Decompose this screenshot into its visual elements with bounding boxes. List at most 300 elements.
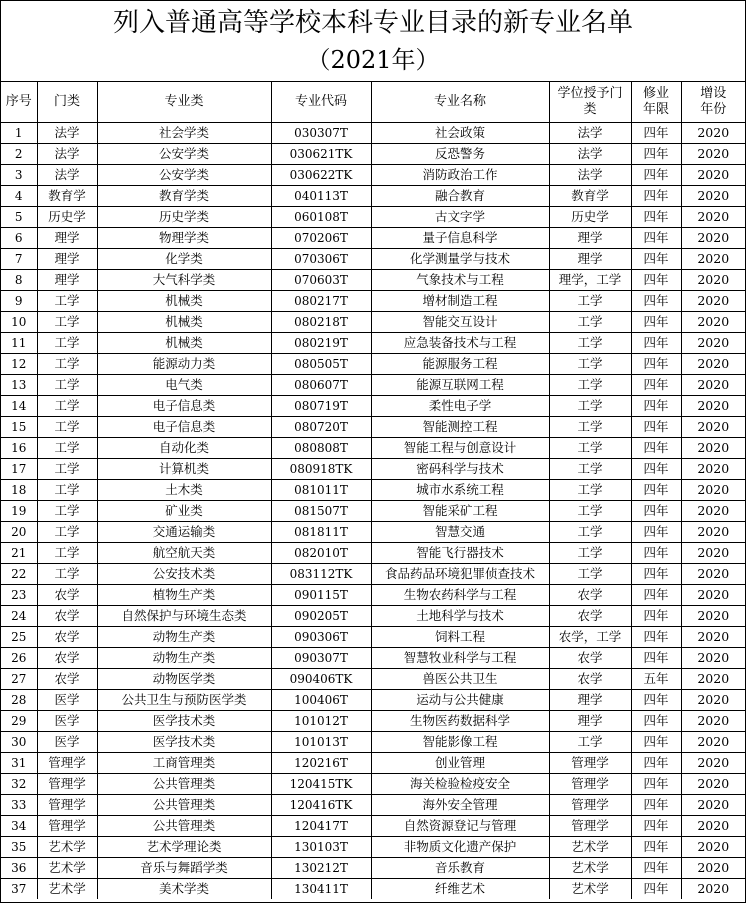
cell-degree: 农学，工学 <box>549 627 631 648</box>
cell-major-name: 密码科学与技术 <box>371 459 549 480</box>
cell-major-code: 070306T <box>271 249 371 270</box>
cell-major-code: 120415TK <box>271 774 371 795</box>
cell-category: 医学 <box>37 690 97 711</box>
cell-seq: 29 <box>1 711 37 732</box>
cell-seq: 19 <box>1 501 37 522</box>
cell-category: 工学 <box>37 291 97 312</box>
cell-year: 2020 <box>681 165 745 186</box>
header-category: 门类 <box>37 82 97 123</box>
cell-major-class: 公共管理类 <box>97 816 271 837</box>
cell-degree: 法学 <box>549 123 631 144</box>
cell-major-class: 大气科学类 <box>97 270 271 291</box>
cell-seq: 7 <box>1 249 37 270</box>
cell-duration: 四年 <box>631 522 681 543</box>
table-row <box>1 396 745 417</box>
cell-major-code: 070603T <box>271 270 371 291</box>
cell-major-name: 城市水系统工程 <box>371 480 549 501</box>
cell-duration: 四年 <box>631 648 681 669</box>
cell-degree: 管理学 <box>549 795 631 816</box>
cell-duration: 四年 <box>631 312 681 333</box>
cell-duration: 四年 <box>631 396 681 417</box>
cell-major-class: 公共管理类 <box>97 774 271 795</box>
cell-category: 管理学 <box>37 774 97 795</box>
cell-major-name: 兽医公共卫生 <box>371 669 549 690</box>
cell-major-class: 教育学类 <box>97 186 271 207</box>
cell-major-code: 080217T <box>271 291 371 312</box>
cell-seq: 17 <box>1 459 37 480</box>
table-row <box>1 354 745 375</box>
cell-major-class: 动物生产类 <box>97 627 271 648</box>
table-row <box>1 270 745 291</box>
cell-duration: 四年 <box>631 858 681 879</box>
cell-seq: 30 <box>1 732 37 753</box>
cell-seq: 21 <box>1 543 37 564</box>
cell-major-class: 动物生产类 <box>97 648 271 669</box>
cell-major-class: 交通运输类 <box>97 522 271 543</box>
cell-degree: 艺术学 <box>549 879 631 900</box>
cell-major-name: 运动与公共健康 <box>371 690 549 711</box>
cell-year: 2020 <box>681 459 745 480</box>
cell-category: 教育学 <box>37 186 97 207</box>
cell-category: 工学 <box>37 501 97 522</box>
table-row <box>1 732 745 753</box>
cell-duration: 四年 <box>631 774 681 795</box>
cell-category: 艺术学 <box>37 837 97 858</box>
cell-year: 2020 <box>681 228 745 249</box>
table-row <box>1 375 745 396</box>
cell-category: 工学 <box>37 354 97 375</box>
cell-major-name: 智能工程与创意设计 <box>371 438 549 459</box>
cell-major-class: 计算机类 <box>97 459 271 480</box>
cell-major-code: 081811T <box>271 522 371 543</box>
cell-year: 2020 <box>681 585 745 606</box>
cell-major-class: 动物医学类 <box>97 669 271 690</box>
cell-major-code: 082010T <box>271 543 371 564</box>
cell-seq: 5 <box>1 207 37 228</box>
cell-year: 2020 <box>681 249 745 270</box>
cell-year: 2020 <box>681 648 745 669</box>
cell-degree: 理学 <box>549 249 631 270</box>
cell-degree: 工学 <box>549 291 631 312</box>
page-subtitle-year: （2021年） <box>306 46 440 74</box>
cell-major-class: 电气类 <box>97 375 271 396</box>
cell-duration: 四年 <box>631 816 681 837</box>
cell-major-code: 101012T <box>271 711 371 732</box>
cell-major-code: 130411T <box>271 879 371 900</box>
cell-major-class: 机械类 <box>97 312 271 333</box>
cell-duration: 五年 <box>631 669 681 690</box>
cell-seq: 12 <box>1 354 37 375</box>
cell-major-name: 非物质文化遗产保护 <box>371 837 549 858</box>
cell-duration: 四年 <box>631 228 681 249</box>
cell-major-class: 音乐与舞蹈学类 <box>97 858 271 879</box>
cell-degree: 艺术学 <box>549 837 631 858</box>
cell-category: 工学 <box>37 543 97 564</box>
cell-major-name: 纤维艺术 <box>371 879 549 900</box>
cell-major-code: 120417T <box>271 816 371 837</box>
cell-seq: 1 <box>1 123 37 144</box>
cell-major-code: 080720T <box>271 417 371 438</box>
cell-major-code: 030622TK <box>271 165 371 186</box>
cell-year: 2020 <box>681 690 745 711</box>
cell-duration: 四年 <box>631 879 681 900</box>
cell-major-class: 公共管理类 <box>97 795 271 816</box>
cell-duration: 四年 <box>631 795 681 816</box>
cell-major-name: 饲料工程 <box>371 627 549 648</box>
cell-major-name: 能源互联网工程 <box>371 375 549 396</box>
cell-year: 2020 <box>681 837 745 858</box>
cell-seq: 15 <box>1 417 37 438</box>
cell-major-name: 生物农药科学与工程 <box>371 585 549 606</box>
cell-year: 2020 <box>681 354 745 375</box>
cell-degree: 工学 <box>549 354 631 375</box>
cell-seq: 34 <box>1 816 37 837</box>
cell-year: 2020 <box>681 207 745 228</box>
cell-major-code: 083112TK <box>271 564 371 585</box>
cell-year: 2020 <box>681 522 745 543</box>
table-row <box>1 501 745 522</box>
cell-year: 2020 <box>681 669 745 690</box>
cell-degree: 法学 <box>549 144 631 165</box>
cell-duration: 四年 <box>631 564 681 585</box>
cell-major-name: 土地科学与技术 <box>371 606 549 627</box>
cell-year: 2020 <box>681 417 745 438</box>
cell-major-name: 智能交互设计 <box>371 312 549 333</box>
cell-duration: 四年 <box>631 144 681 165</box>
cell-year: 2020 <box>681 858 745 879</box>
cell-degree: 农学 <box>549 648 631 669</box>
cell-major-name: 增材制造工程 <box>371 291 549 312</box>
cell-category: 法学 <box>37 144 97 165</box>
header-degree-text: 学位授予门类 <box>557 86 623 117</box>
cell-major-class: 艺术学理论类 <box>97 837 271 858</box>
cell-category: 工学 <box>37 396 97 417</box>
cell-degree: 管理学 <box>549 753 631 774</box>
cell-category: 农学 <box>37 585 97 606</box>
title-block <box>1 1 745 82</box>
cell-category: 艺术学 <box>37 879 97 900</box>
cell-degree: 工学 <box>549 312 631 333</box>
cell-seq: 27 <box>1 669 37 690</box>
table-row <box>1 417 745 438</box>
cell-seq: 33 <box>1 795 37 816</box>
cell-major-class: 公安学类 <box>97 165 271 186</box>
table-row <box>1 837 745 858</box>
cell-major-class: 美术学类 <box>97 879 271 900</box>
cell-major-code: 090115T <box>271 585 371 606</box>
cell-category: 农学 <box>37 669 97 690</box>
cell-duration: 四年 <box>631 417 681 438</box>
header-major-code: 专业代码 <box>271 82 371 123</box>
cell-year: 2020 <box>681 816 745 837</box>
cell-major-code: 080918TK <box>271 459 371 480</box>
table-row <box>1 795 745 816</box>
table-row <box>1 186 745 207</box>
cell-major-code: 080219T <box>271 333 371 354</box>
cell-major-name: 反恐警务 <box>371 144 549 165</box>
cell-duration: 四年 <box>631 690 681 711</box>
cell-major-class: 社会学类 <box>97 123 271 144</box>
cell-seq: 22 <box>1 564 37 585</box>
cell-duration: 四年 <box>631 480 681 501</box>
table-row <box>1 333 745 354</box>
cell-seq: 25 <box>1 627 37 648</box>
cell-year: 2020 <box>681 627 745 648</box>
cell-category: 农学 <box>37 648 97 669</box>
cell-seq: 16 <box>1 438 37 459</box>
cell-category: 工学 <box>37 312 97 333</box>
cell-major-class: 能源动力类 <box>97 354 271 375</box>
cell-major-name: 消防政治工作 <box>371 165 549 186</box>
cell-degree: 工学 <box>549 417 631 438</box>
cell-degree: 工学 <box>549 375 631 396</box>
cell-year: 2020 <box>681 753 745 774</box>
cell-degree: 工学 <box>549 564 631 585</box>
cell-year: 2020 <box>681 375 745 396</box>
table-row <box>1 165 745 186</box>
cell-duration: 四年 <box>631 186 681 207</box>
cell-seq: 24 <box>1 606 37 627</box>
cell-year: 2020 <box>681 774 745 795</box>
cell-duration: 四年 <box>631 333 681 354</box>
cell-degree: 工学 <box>549 333 631 354</box>
table-row <box>1 606 745 627</box>
cell-degree: 工学 <box>549 543 631 564</box>
cell-duration: 四年 <box>631 711 681 732</box>
cell-major-name: 智能影像工程 <box>371 732 549 753</box>
cell-category: 理学 <box>37 249 97 270</box>
cell-duration: 四年 <box>631 291 681 312</box>
cell-category: 工学 <box>37 438 97 459</box>
table-row <box>1 438 745 459</box>
cell-year: 2020 <box>681 396 745 417</box>
cell-major-code: 130212T <box>271 858 371 879</box>
table-body <box>1 123 745 900</box>
cell-major-name: 海外安全管理 <box>371 795 549 816</box>
header-degree <box>549 82 631 123</box>
cell-degree: 理学，工学 <box>549 270 631 291</box>
cell-major-class: 物理学类 <box>97 228 271 249</box>
cell-year: 2020 <box>681 144 745 165</box>
cell-category: 工学 <box>37 480 97 501</box>
cell-major-code: 100406T <box>271 690 371 711</box>
cell-year: 2020 <box>681 795 745 816</box>
table-row <box>1 312 745 333</box>
cell-year: 2020 <box>681 270 745 291</box>
cell-duration: 四年 <box>631 837 681 858</box>
table-row <box>1 228 745 249</box>
cell-major-class: 工商管理类 <box>97 753 271 774</box>
cell-major-code: 090307T <box>271 648 371 669</box>
cell-year: 2020 <box>681 543 745 564</box>
cell-duration: 四年 <box>631 585 681 606</box>
table-row <box>1 648 745 669</box>
cell-year: 2020 <box>681 711 745 732</box>
cell-major-name: 智能测控工程 <box>371 417 549 438</box>
cell-duration: 四年 <box>631 606 681 627</box>
cell-seq: 28 <box>1 690 37 711</box>
cell-major-code: 080218T <box>271 312 371 333</box>
cell-degree: 工学 <box>549 438 631 459</box>
cell-major-class: 电子信息类 <box>97 396 271 417</box>
cell-major-class: 自然保护与环境生态类 <box>97 606 271 627</box>
cell-degree: 农学 <box>549 585 631 606</box>
cell-degree: 理学 <box>549 228 631 249</box>
cell-duration: 四年 <box>631 732 681 753</box>
cell-degree: 工学 <box>549 480 631 501</box>
cell-degree: 理学 <box>549 690 631 711</box>
cell-major-class: 航空航天类 <box>97 543 271 564</box>
cell-major-name: 古文字学 <box>371 207 549 228</box>
cell-major-code: 080607T <box>271 375 371 396</box>
table-row <box>1 879 745 900</box>
header-major-class: 专业类 <box>97 82 271 123</box>
cell-degree: 艺术学 <box>549 858 631 879</box>
cell-duration: 四年 <box>631 249 681 270</box>
cell-category: 工学 <box>37 417 97 438</box>
table-row <box>1 711 745 732</box>
cell-major-code: 030621TK <box>271 144 371 165</box>
cell-major-class: 矿业类 <box>97 501 271 522</box>
cell-year: 2020 <box>681 564 745 585</box>
cell-year: 2020 <box>681 186 745 207</box>
cell-seq: 2 <box>1 144 37 165</box>
cell-major-name: 创业管理 <box>371 753 549 774</box>
cell-major-class: 电子信息类 <box>97 417 271 438</box>
table-row <box>1 669 745 690</box>
table-row <box>1 291 745 312</box>
cell-year: 2020 <box>681 312 745 333</box>
header-duration-text: 修业年限 <box>642 86 669 117</box>
cell-major-class: 机械类 <box>97 333 271 354</box>
cell-category: 法学 <box>37 123 97 144</box>
cell-seq: 37 <box>1 879 37 900</box>
table-row <box>1 543 745 564</box>
cell-category: 法学 <box>37 165 97 186</box>
table-row <box>1 144 745 165</box>
cell-duration: 四年 <box>631 627 681 648</box>
cell-seq: 31 <box>1 753 37 774</box>
cell-category: 农学 <box>37 606 97 627</box>
cell-major-code: 081011T <box>271 480 371 501</box>
cell-duration: 四年 <box>631 753 681 774</box>
cell-major-code: 090205T <box>271 606 371 627</box>
cell-duration: 四年 <box>631 501 681 522</box>
cell-category: 理学 <box>37 270 97 291</box>
cell-seq: 6 <box>1 228 37 249</box>
cell-year: 2020 <box>681 606 745 627</box>
cell-year: 2020 <box>681 123 745 144</box>
cell-year: 2020 <box>681 291 745 312</box>
cell-category: 管理学 <box>37 795 97 816</box>
cell-degree: 工学 <box>549 732 631 753</box>
cell-degree: 农学 <box>549 606 631 627</box>
cell-seq: 8 <box>1 270 37 291</box>
cell-major-code: 080719T <box>271 396 371 417</box>
cell-major-class: 机械类 <box>97 291 271 312</box>
cell-major-class: 历史学类 <box>97 207 271 228</box>
cell-major-name: 社会政策 <box>371 123 549 144</box>
cell-major-name: 音乐教育 <box>371 858 549 879</box>
majors-table <box>1 82 745 899</box>
table-row <box>1 459 745 480</box>
cell-year: 2020 <box>681 480 745 501</box>
cell-category: 管理学 <box>37 816 97 837</box>
table-row <box>1 249 745 270</box>
cell-category: 医学 <box>37 711 97 732</box>
cell-seq: 36 <box>1 858 37 879</box>
cell-major-name: 生物医药数据科学 <box>371 711 549 732</box>
cell-major-name: 融合教育 <box>371 186 549 207</box>
cell-major-name: 应急装备技术与工程 <box>371 333 549 354</box>
cell-major-class: 化学类 <box>97 249 271 270</box>
cell-category: 工学 <box>37 375 97 396</box>
cell-degree: 管理学 <box>549 774 631 795</box>
cell-degree: 理学 <box>549 711 631 732</box>
cell-degree: 教育学 <box>549 186 631 207</box>
cell-seq: 20 <box>1 522 37 543</box>
header-year-text: 增设年份 <box>700 86 727 117</box>
cell-seq: 11 <box>1 333 37 354</box>
header-major-name: 专业名称 <box>371 82 549 123</box>
cell-year: 2020 <box>681 879 745 900</box>
cell-major-code: 060108T <box>271 207 371 228</box>
cell-degree: 法学 <box>549 165 631 186</box>
cell-major-code: 120216T <box>271 753 371 774</box>
cell-major-name: 量子信息科学 <box>371 228 549 249</box>
cell-major-class: 公共卫生与预防医学类 <box>97 690 271 711</box>
cell-major-name: 海关检验检疫安全 <box>371 774 549 795</box>
cell-major-code: 040113T <box>271 186 371 207</box>
cell-degree: 管理学 <box>549 816 631 837</box>
table-row <box>1 774 745 795</box>
cell-major-name: 智慧牧业科学与工程 <box>371 648 549 669</box>
cell-degree: 历史学 <box>549 207 631 228</box>
cell-major-code: 080505T <box>271 354 371 375</box>
cell-major-name: 智能飞行器技术 <box>371 543 549 564</box>
cell-major-class: 植物生产类 <box>97 585 271 606</box>
cell-major-class: 医学技术类 <box>97 732 271 753</box>
table-row <box>1 627 745 648</box>
table-row <box>1 123 745 144</box>
cell-category: 医学 <box>37 732 97 753</box>
header-seq: 序号 <box>1 82 37 123</box>
cell-year: 2020 <box>681 732 745 753</box>
cell-major-code: 090306T <box>271 627 371 648</box>
cell-major-code: 130103T <box>271 837 371 858</box>
cell-seq: 10 <box>1 312 37 333</box>
cell-category: 工学 <box>37 564 97 585</box>
table-row <box>1 858 745 879</box>
cell-category: 工学 <box>37 522 97 543</box>
cell-major-name: 柔性电子学 <box>371 396 549 417</box>
cell-duration: 四年 <box>631 354 681 375</box>
cell-major-code: 030307T <box>271 123 371 144</box>
cell-major-class: 自动化类 <box>97 438 271 459</box>
cell-year: 2020 <box>681 438 745 459</box>
cell-degree: 农学 <box>549 669 631 690</box>
header-year <box>681 82 745 123</box>
cell-duration: 四年 <box>631 438 681 459</box>
cell-major-name: 能源服务工程 <box>371 354 549 375</box>
cell-category: 工学 <box>37 459 97 480</box>
table-row <box>1 816 745 837</box>
cell-duration: 四年 <box>631 123 681 144</box>
cell-duration: 四年 <box>631 165 681 186</box>
cell-category: 理学 <box>37 228 97 249</box>
cell-major-name: 自然资源登记与管理 <box>371 816 549 837</box>
cell-category: 艺术学 <box>37 858 97 879</box>
